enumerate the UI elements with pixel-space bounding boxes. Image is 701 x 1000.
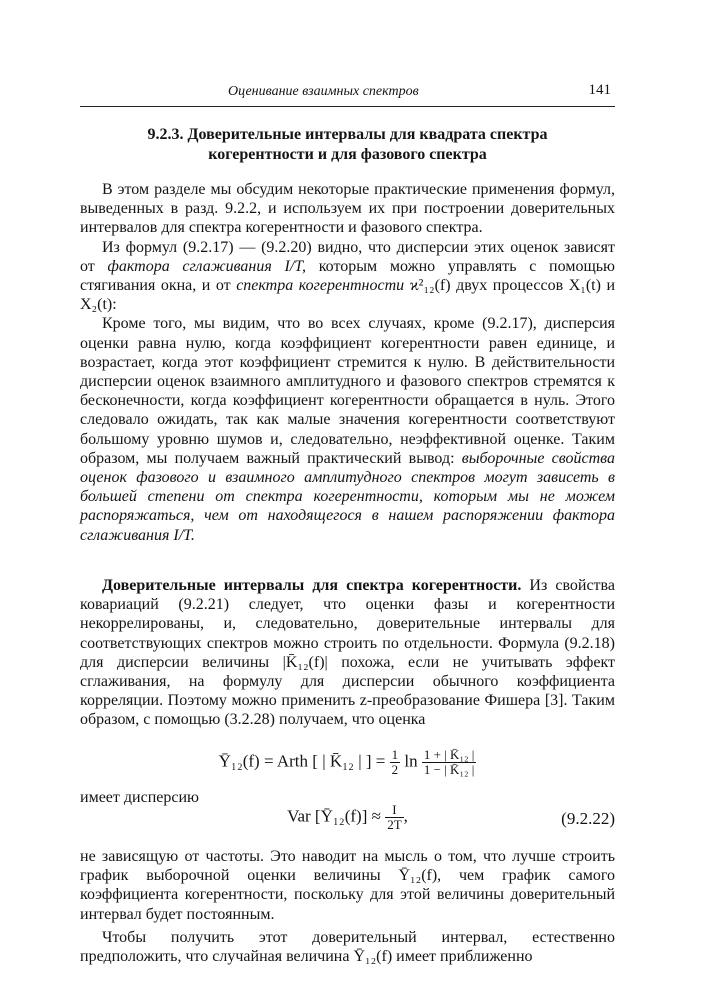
section-title (80, 125, 615, 165)
formula2-comma: , (403, 806, 408, 826)
paragraph-7: Чтобы получить этот доверительный интервал, естественно предположить, что случайная величина Ȳ₁₂(f) имеет приближенно (80, 928, 615, 966)
running-head (80, 82, 615, 107)
p4-text: Из свойства ковариаций (9.2.21) следует, что оценки фазы и когерентности некоррелированы, и, следовательно, доверительные интервалы для соответствующих спектров можно строить по отдельности. Формула (9.2.18) для дисперсии величины |K̄₁₂(f)| похожа, если не учитывать эффект сглаживания, на формулу для дисперсии обычного коэффициента корреляции. Поэтому можно применить z-преобразование Фишера [3]. Таким образом, с помощью (3.2.28) получаем, что оценка (80, 577, 615, 729)
formula2-left: Var [Ȳ₁₂(f)] ≈ (287, 806, 381, 826)
paragraph-2 (80, 238, 615, 315)
p2-term-smoothing: фактора сглаживания I/T, (107, 257, 306, 275)
page-number: 141 (588, 82, 611, 98)
p3-conclusion: выборочные свойства оценок фазового и взаимного амплитудного спектров могут зависеть в большей степени от спектра когерентности, которым мы не можем распоряжаться, чем от находящегося в нашем распоряжении фактора сглаживания I/T. (80, 449, 616, 544)
formula1-frac-log: $\frac{\text{1 + | K̄₁₂ |}}{\text{1 − | K̄₁₂ |}}$ (423, 747, 475, 777)
p2-text-c: которым можно управлять с помощью стягивания окна, и от (80, 257, 616, 295)
running-title: Оценивание взаимных спектров (228, 84, 419, 99)
p2-text-a: Из формул (9.2.17) — (9.2.20) видно, что дисперсии этих оценок зависят от (80, 238, 615, 275)
p4-run-in-heading: Доверительные интервалы для спектра когерентности. (102, 577, 522, 594)
paragraph-3 (80, 314, 615, 544)
body-text-middle (80, 576, 615, 730)
paragraph-1: В этом разделе мы обсудим некоторые практические применения формул, выведенных в разд. 9.2.2, и используем их при построении доверительных интервалов для спектра когерентности и фазового спектра. (80, 181, 615, 237)
body-text-bottom (80, 847, 615, 966)
formula-fisher (80, 748, 615, 777)
formula2-frac: $\frac{I}{2T}$ (387, 802, 402, 832)
equation-number: (9.2.22) (561, 809, 615, 828)
formula1-left: Ȳ₁₂(f) = Arth [ | K̄₁₂ | ] = (218, 751, 386, 771)
formula1-frac-half: $\frac{1}{2}$ (391, 747, 399, 777)
paragraph-4 (80, 576, 615, 730)
formula1-ln: ln (404, 751, 418, 771)
p2-text-e: ϰ²₁₂(f) двух процессов X₁(t) и X₂(t): (80, 277, 616, 314)
body-text-top (80, 180, 615, 545)
p2-term-coherence: спектра когерентности (236, 277, 405, 295)
section-title-line1: 9.2.3. Доверительные интервалы для квадрата спектра (147, 126, 548, 143)
paragraph-5: имеет дисперсию (80, 789, 199, 806)
formula-variance (80, 803, 615, 832)
section-title-line2: когерентности и для фазового спектра (208, 146, 487, 163)
p3-text-a: Кроме того, мы видим, что во всех случаях, кроме (9.2.17), дисперсия оценки равна нулю, когда коэффициент когерентности равен единице, и возрастает, когда этот коэффициент стремится к нулю. В действительности дисперсии оценок взаимного амплитудного и фазового спектров стремятся к бесконечности, когда коэффициент когерентности обращается в нуль. Этого следовало ожидать, так как малые значения когерентности соответствуют большому уровню шумов и, следовательно, неэффективной оценке. Таким образом, мы получаем важный практический вывод: (80, 315, 615, 467)
paragraph-6: не зависящую от частоты. Это наводит на мысль о том, что лучше строить график выборочной оценки величины Ȳ₁₂(f), чем график самого коэффициента когерентности, поскольку для этой величины доверительный интервал будет постоянным. (80, 848, 615, 923)
